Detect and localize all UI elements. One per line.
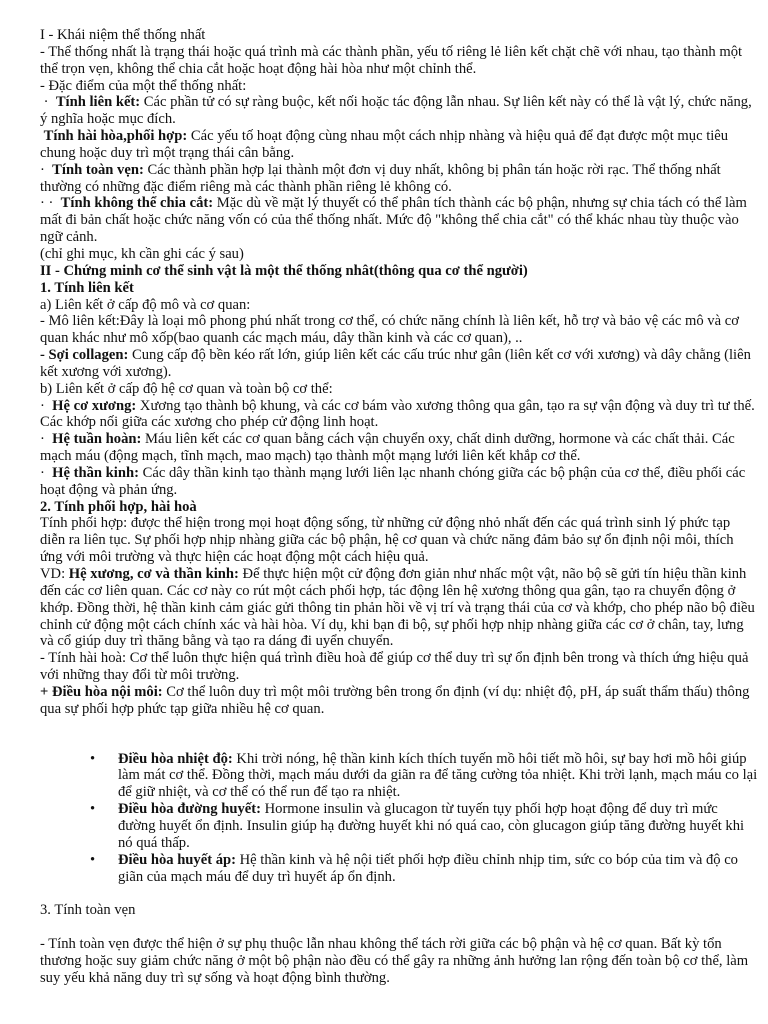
note: (chỉ ghi mục, kh cần ghi các ý sau) [40,245,244,262]
sub3-title: 3. Tính toàn vẹn [40,902,136,919]
item-text: Khi trời nóng, hệ thần kinh kích thích tuyến mồ hôi tiết mồ hôi, sự bay hơi mồ hôi giúp làm mát cơ thể. Đồng thời, mạch máu dưới da giãn ra để tăng cường tỏa nhiệt. Khi trời lạnh, mạch máu co lại để giữ nhiệt, và cơ thể có thể run để tạo ra nhiệt. [118,750,758,801]
list-item [40,162,758,196]
item-label: Điều hòa đường huyết: [118,801,261,818]
section-1-title: I - Khái niệm thể thống nhất [40,27,206,43]
sub1-a: a) Liên kết ở cấp độ mô và cơ quan: [40,296,251,313]
list-item [40,195,758,246]
regulation-list [40,751,758,886]
item-label: Hệ thần kinh: [52,464,139,481]
item-text: Xương tạo thành bộ khung, và các cơ bám vào xương thông qua gân, tạo ra sự vận động và duy trì tư thế. Các khớp nối giữa các xương cho phép cử động linh hoạt. [40,397,755,431]
bullet: · [40,464,53,481]
item-label: Tính không thể chia cắt: [60,195,214,212]
item-label: Tính liên kết: [55,94,141,111]
item-label: Điều hòa nhiệt độ: [118,750,233,767]
sub2-p2: - Tính hài hoà: Cơ thể luôn thực hiện quá trình điều hoà để giúp cơ thể duy trì sự ổn định bên trong và thích ứng hiệu quả với những thay đổi từ môi trường. [40,650,749,684]
list-item [40,94,758,128]
sub2-p3: + Điều hòa nội môi: Cơ thể luôn duy trì một môi trường bên trong ổn định (ví dụ: nhiệt độ, pH, áp suất thẩm thấu) thông qua sự phối hợp phức tạp giữa nhiều hệ cơ quan. [40,683,750,717]
features-label: - Đặc điểm của một thể thống nhất: [40,77,247,94]
features-list [40,94,758,246]
list-item [40,128,758,162]
item-label: Hệ tuần hoàn: [52,431,142,448]
document-page [40,27,758,987]
item-text: Các phần tử có sự ràng buộc, kết nối hoặc tác động lẫn nhau. Sự liên kết này có thể là vật lý, chức năng, ý nghĩa hoặc mục đích. [40,94,752,128]
list-item [40,852,758,886]
bullet: · [40,161,53,178]
bullet: · [40,94,56,111]
section-2-title: II - Chứng minh cơ thể sinh vật là một thể thống nhât(thông qua cơ thể người) [40,262,528,279]
item-text: Hormone insulin và glucagon từ tuyến tụy phối hợp hoạt động để duy trì mức đường huyết ổn định. Insulin giúp hạ đường huyết khi nó quá cao, còn glucagon giúp tăng đường huyết khi nó quá thấp. [118,801,745,851]
item-text: Các yếu tố hoạt động cùng nhau một cách nhịp nhàng và hiệu quả để đạt được một mục tiêu chung hoặc duy trì một trạng thái cân bằng. [40,128,729,161]
list-item [40,431,758,465]
item-label: Tính hài hòa,phối hợp: [43,128,188,145]
sub2-title: 2. Tính phối hợp, hài hoà [40,498,197,515]
sub3-p1: - Tính toàn vẹn được thể hiện ở sự phụ thuộc lẫn nhau không thể tách rời giữa các bộ phận và hệ cơ quan. Bất kỳ tổn thương hoặc suy giảm chức năng ở một bộ phận nào đều có thể gây ra những ảnh hưởng lan rộng đến toàn bộ cơ thể, làm suy yếu khả năng duy trì sự sống và hoạt động bình thường. [40,936,749,986]
sub1-title: 1. Tính liên kết [40,279,134,296]
list-item [40,398,758,432]
item-text: Các dây thần kinh tạo thành mạng lưới liên lạc nhanh chóng giữa các bộ phận của cơ thể, điều phối các hoạt động và phản ứng. [40,464,746,498]
sub1-a2: - Sợi collagen: Cung cấp độ bền kéo rất lớn, giúp liên kết các cấu trúc như gân (liên kết cơ với xương) và dây chằng (liên kết xương với xương). [40,347,751,380]
sub2-example: VD: Hệ xương, cơ và thần kinh: Để thực hiện một cử động đơn giản như nhấc một vật, não bộ sẽ gửi tín hiệu thần kinh đến các cơ liên quan. Các cơ này co rút một cách phối hợp, tác động lên hệ xương thông qua gân, tạo ra chuyển động ở khớp. Đồng thời, hệ thần kinh cảm giác gửi thông tin phản hồi về vị trí và trạng thái của cơ và khớp, cho phép não bộ điều chỉnh cử động một cách chính xác và hài hòa. Ví dụ, khi bạn đi bộ, sự phối hợp nhịp nhàng giữa các cơ ở chân, tay, lưng và cổ giúp duy trì thăng bằng và tạo ra dáng đi uyển chuyển. [40,566,755,650]
item-label: Tính toàn vẹn: [52,161,144,178]
sub1-a1: - Mô liên kết:Đây là loại mô phong phú nhất trong cơ thể, có chức năng chính là liên kết, hỗ trợ và bảo vệ các mô và cơ quan khác như mô xốp(bao quanh các mạch máu, dây thần kinh và các cơ quan), .. [40,313,739,347]
item-label: Hệ cơ xương: [52,397,137,414]
definition: - Thể thống nhất là trạng thái hoặc quá trình mà các thành phần, yếu tố riêng lẻ liên kết chặt chẽ với nhau, tạo thành một thể trọn vẹn, không thể chia cắt hoặc hoạt động hài hòa như một chỉnh thể. [40,43,743,77]
item-text: Mặc dù về mặt lý thuyết có thể phân tích thành các bộ phận, nhưng sự chia tách có thể làm mất đi bản chất hoặc chức năng vốn có của thể thống nhất. Mức độ "không thể chia cắt" có thể khác nhau tùy thuộc vào ngữ cảnh. [40,195,747,246]
bullet: · · [40,195,61,212]
bullet: · [40,397,53,414]
item-label: Điều hòa huyết áp: [118,851,236,868]
sub1-b: b) Liên kết ở cấp độ hệ cơ quan và toàn bộ cơ thể: [40,380,333,397]
list-item [40,465,758,499]
item-text: Máu liên kết các cơ quan bằng cách vận chuyển oxy, chất dinh dưỡng, hormone và các chất thải. Các mạch máu (động mạch, tĩnh mạch, mao mạch) tạo thành một mạng lưới liên kết khắp cơ thể. [40,431,735,465]
list-item [40,751,758,802]
sub2-p1: Tính phối hợp: được thể hiện trong mọi hoạt động sống, từ những cử động nhỏ nhất đến các quá trình sinh lý phức tạp diễn ra liên tục. Sự phối hợp nhịp nhàng giữa các bộ phận, hệ cơ quan và chức năng đảm bảo sự ổn định nội môi, thích ứng với môi trường và thực hiện các hoạt động một cách hiệu quả. [40,515,734,566]
list-item [40,801,758,852]
item-text: Hệ thần kinh và hệ nội tiết phối hợp điều chỉnh nhịp tim, sức co bóp của tim và độ co giãn của mạch máu để duy trì huyết áp ổn định. [118,851,738,885]
item-text: Các thành phần hợp lại thành một đơn vị duy nhất, không bị phân tán hoặc rời rạc. Thể thống nhất thường có những đặc điểm riêng mà các thành phần riêng lẻ không có. [40,161,721,195]
bullet: · [40,431,53,448]
systems-list [40,398,758,499]
